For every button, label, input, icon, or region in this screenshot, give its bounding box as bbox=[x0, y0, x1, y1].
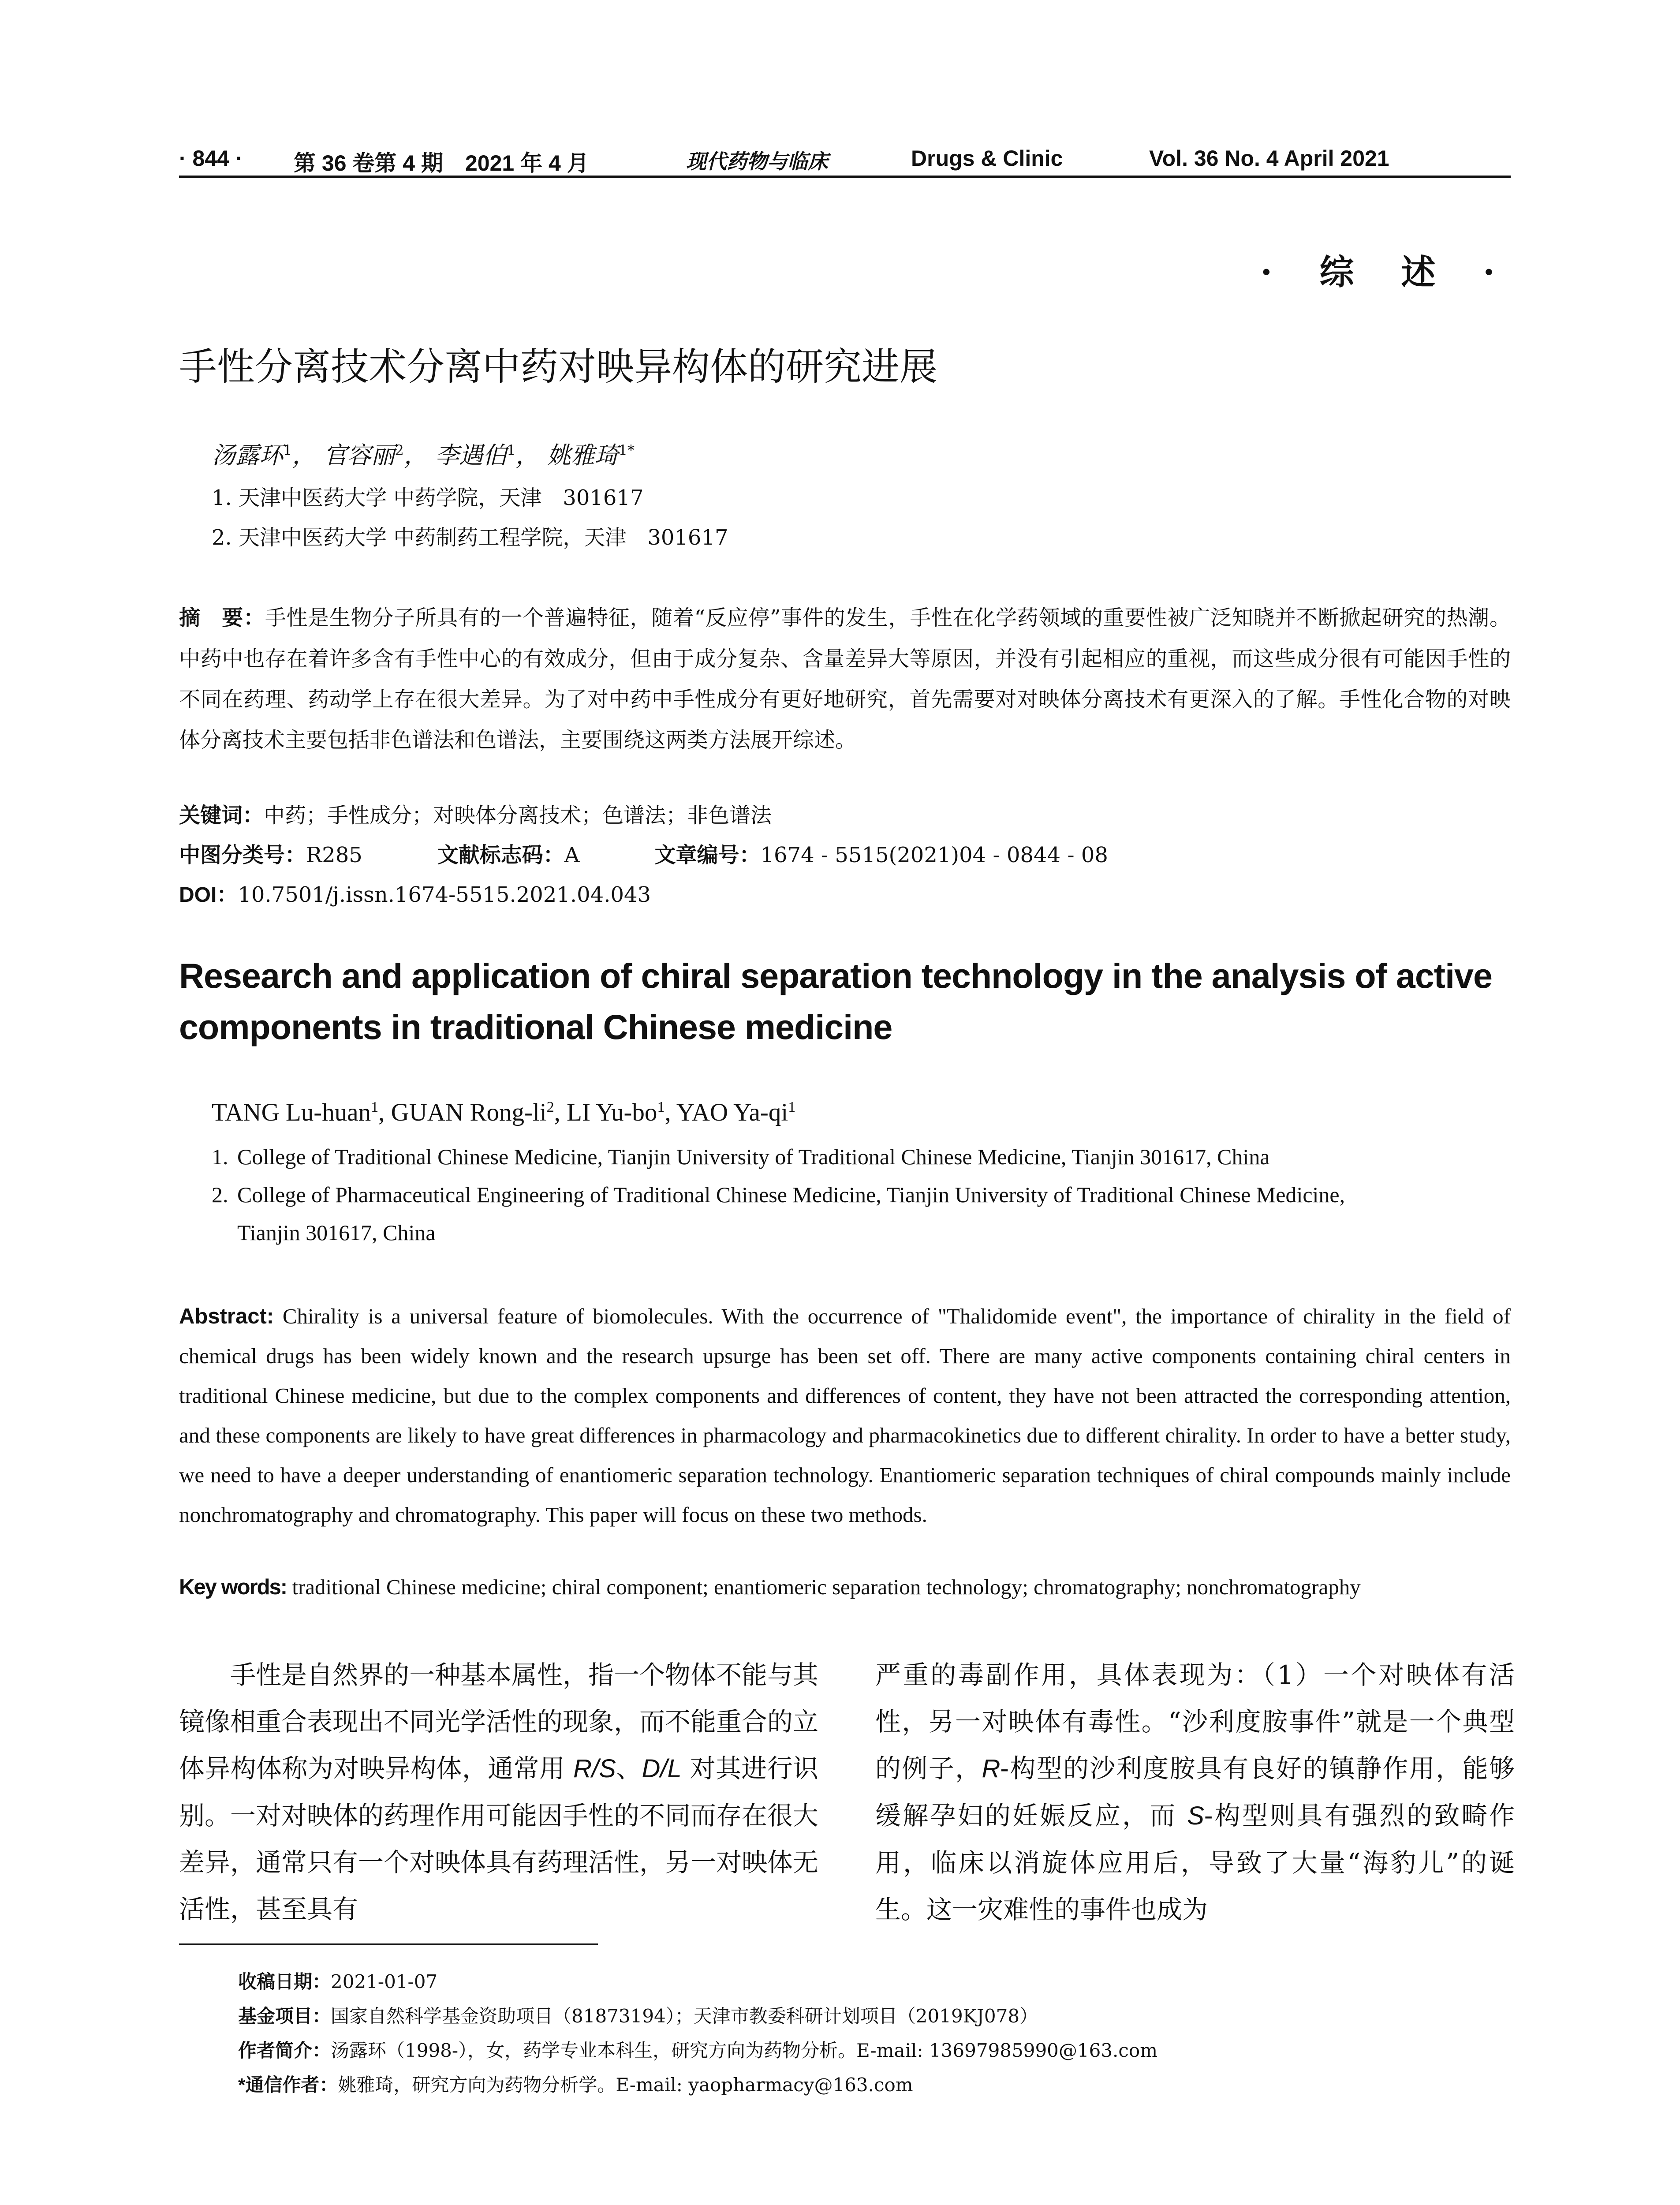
journal-name-en: Drugs & Clinic bbox=[911, 146, 1063, 171]
authors-en: TANG Lu-huan$^1$, GUAN Rong-$li^2$, LI $Yu-bo^1$, YAO $Ya-qi^1$ bbox=[212, 1099, 796, 1126]
abstract-en-label: Abstract: bbox=[179, 1304, 274, 1328]
running-header bbox=[179, 142, 1511, 178]
keywords-cn bbox=[179, 798, 772, 829]
title-cn: 手性分离技术分离中药对映异构体的研究进展 bbox=[179, 345, 937, 389]
doc-code-value: A bbox=[564, 843, 580, 867]
body-italic: R bbox=[982, 1754, 1001, 1783]
clc-value: R285 bbox=[306, 843, 362, 867]
section-label: · 综 述 · bbox=[1260, 252, 1512, 292]
body-text: -构型的沙利度胺具有良好的镇静作用，能够缓解孕妇的妊娠反应，而 bbox=[875, 1753, 1515, 1831]
footnote-corresponding bbox=[238, 2068, 1157, 2102]
body-italic: R/S bbox=[573, 1754, 616, 1783]
author-sup: 1* bbox=[618, 442, 635, 459]
page-number: · 844 · bbox=[179, 146, 243, 171]
affiliation-text: College of Traditional Chinese Medicine, Tianjin University of Traditional Chinese Medicine, Tianjin 301617, China bbox=[237, 1144, 1270, 1169]
author-sup: 2 bbox=[546, 1099, 554, 1115]
affiliation-num: 1. bbox=[212, 1144, 228, 1169]
footnote-divider bbox=[179, 1943, 598, 1945]
doi-value[interactable]: 10.7501/j.issn.1674-5515.2021.04.043 bbox=[238, 882, 651, 907]
body-text: 严重的毒副作用，具体表现为：（1）一个对映体有活性，另一对映体有毒性。“沙利度胺事件”就是一个典型的例子， bbox=[875, 1660, 1515, 1783]
author-sup: 1 bbox=[283, 442, 292, 459]
affiliation-en bbox=[212, 1176, 1512, 1252]
body-column-right bbox=[875, 1652, 1515, 1933]
footnote-author-bio bbox=[238, 2033, 1157, 2068]
author-name: 李遇伯 bbox=[435, 441, 507, 469]
footnotes bbox=[238, 1965, 1157, 2102]
clc-label: 中图分类号： bbox=[179, 844, 306, 867]
footnote-text: 国家自然科学基金资助项目（81873194）；天津市教委科研计划项目（2019KJ078） bbox=[331, 2005, 1038, 2027]
author-name: LI Yu-bo bbox=[567, 1099, 657, 1126]
author-sup: 1 bbox=[657, 1099, 665, 1115]
footnote-text: 2021-01-07 bbox=[331, 1971, 438, 1992]
abstract-en bbox=[179, 1297, 1511, 1535]
keywords-cn-text: 中药；手性成分；对映体分离技术；色谱法；非色谱法 bbox=[264, 803, 772, 828]
article-number-value: 1674 - 5515(2021)04 - 0844 - 08 bbox=[760, 843, 1108, 867]
journal-name-cn: 现代药物与临床 bbox=[686, 149, 828, 173]
doi-label: DOI： bbox=[179, 883, 238, 907]
classification-line bbox=[179, 838, 1108, 868]
affiliation-num: 2. bbox=[212, 1182, 228, 1207]
footnote-label: *通信作者： bbox=[238, 2074, 338, 2095]
affiliation-text: College of Pharmaceutical Engineering of Traditional Chinese Medicine, Tianjin University of Traditional Chinese Medicine, bbox=[237, 1182, 1345, 1207]
doi-line bbox=[179, 878, 651, 908]
issue-info-cn: 第 36 卷第 4 期 2021 年 4 月 bbox=[294, 151, 589, 176]
author-name: 官容丽 bbox=[323, 441, 395, 469]
body-italic: D/L bbox=[642, 1754, 682, 1783]
author-name: 姚雅琦 bbox=[547, 441, 619, 469]
affiliation-cn: 1. 天津中医药大学 中药学院，天津 301617 bbox=[212, 486, 644, 510]
footnote-text: 姚雅琦，研究方向为药物分析学。E-mail: yaopharmacy@163.com bbox=[338, 2074, 913, 2096]
abstract-cn-label: 摘 要： bbox=[179, 606, 265, 630]
body-text: 、 bbox=[616, 1753, 642, 1783]
abstract-cn-text: 手性是生物分子所具有的一个普遍特征，随着“反应停”事件的发生，手性在化学药领域的重要性被广泛知晓并不断掀起研究的热潮。中药中也存在着许多含有手性中心的有效成分，但由于成分复杂、含量差异大等原因，并没有引起相应的重视，而这些成分很有可能因手性的不同在药理、药动学上存在很大差异。为了对中药中手性成分有更好地研究，首先需要对对映体分离技术有更深入的了解。手性化合物的对映体分离技术主要包括非色谱法和色谱法，主要围绕这两类方法展开综述。 bbox=[179, 605, 1511, 752]
body-text: -构型则具有强烈的致畸作用，临床以消旋体应用后，导致了大量“海豹儿”的诞生。这一灾难性的事件也成为 bbox=[875, 1801, 1515, 1925]
author-name: 汤露环 bbox=[212, 441, 283, 469]
author-sup: 1 bbox=[507, 442, 516, 459]
issue-info-en: Vol. 36 No. 4 April 2021 bbox=[1149, 146, 1389, 171]
body-text: 手性是自然界的一种基本属性，指一个物体不能与其镜像相重合表现出不同光学活性的现象，而不能重合的立体异构体称为对映异构体，通常用 bbox=[179, 1660, 819, 1783]
author-sup: 1 bbox=[788, 1099, 796, 1115]
author-sup: 1 bbox=[371, 1099, 379, 1115]
keywords-en-label: Key words: bbox=[179, 1575, 287, 1599]
author-name: TANG Lu-huan bbox=[212, 1099, 371, 1126]
author-sup: 2 bbox=[395, 442, 404, 459]
keywords-en bbox=[179, 1574, 1519, 1600]
footnote-label: 收稿日期： bbox=[238, 1971, 331, 1992]
body-italic: S bbox=[1187, 1801, 1204, 1830]
footnote-label: 基金项目： bbox=[238, 2006, 331, 2026]
footnote-text: 汤露环（1998-），女，药学专业本科生，研究方向为药物分析。E-mail: 13697985990@163.com bbox=[331, 2040, 1158, 2061]
keywords-cn-label: 关键词： bbox=[179, 804, 264, 827]
author-name: YAO Ya-qi bbox=[676, 1099, 788, 1126]
doc-code-label: 文献标志码： bbox=[437, 844, 564, 867]
footnote-funding bbox=[238, 1999, 1157, 2033]
title-en: Research and application of chiral separation technology in the analysis of active components in traditional Chinese medicine bbox=[179, 956, 1492, 1046]
footnote-received bbox=[238, 1965, 1157, 1999]
affiliation-text-cont: Tianjin 301617, China bbox=[237, 1220, 436, 1245]
author-name: GUAN Rong-li bbox=[391, 1099, 547, 1126]
article-number-label: 文章编号： bbox=[654, 844, 761, 867]
abstract-cn bbox=[179, 598, 1511, 760]
affiliation-cn: 2. 天津中医药大学 中药制药工程学院，天津 301617 bbox=[212, 525, 728, 550]
keywords-en-text: traditional Chinese medicine; chiral component; enantiomeric separation technology; chromatography; nonchromatography bbox=[292, 1575, 1361, 1599]
body-text: 对其进行识别。一对对映体的药理作用可能因手性的不同而存在很大差异，通常只有一个对映体具有药理活性，另一对映体无活性，甚至具有 bbox=[179, 1753, 819, 1924]
body-column-left bbox=[179, 1652, 818, 1932]
affiliation-en bbox=[212, 1138, 1512, 1176]
abstract-en-text: Chirality is a universal feature of biomolecules. With the occurrence of "Thalidomide event", the importance of chirality in the field of chemical drugs has been widely known and the research upsurge has been set off. There are many active components containing chiral centers in traditional Chinese medicine, but due to the complex components and differences of content, they have not been attracted the corresponding attention, and these components are likely to have great differences in pharmacology and pharmacokinetics due to different chirality. In order to have a better study, we need to have a deeper understanding of enantiomeric separation technology. Enantiomeric separation techniques of chiral compounds mainly include nonchromatography and chromatography. This paper will focus on these two methods. bbox=[179, 1304, 1511, 1527]
footnote-label: 作者简介： bbox=[238, 2040, 331, 2061]
authors-cn: 汤露环$^1$， 官容丽$^2$， 李遇伯$^1$， 姚雅琦$^{1*}$ bbox=[212, 441, 635, 469]
